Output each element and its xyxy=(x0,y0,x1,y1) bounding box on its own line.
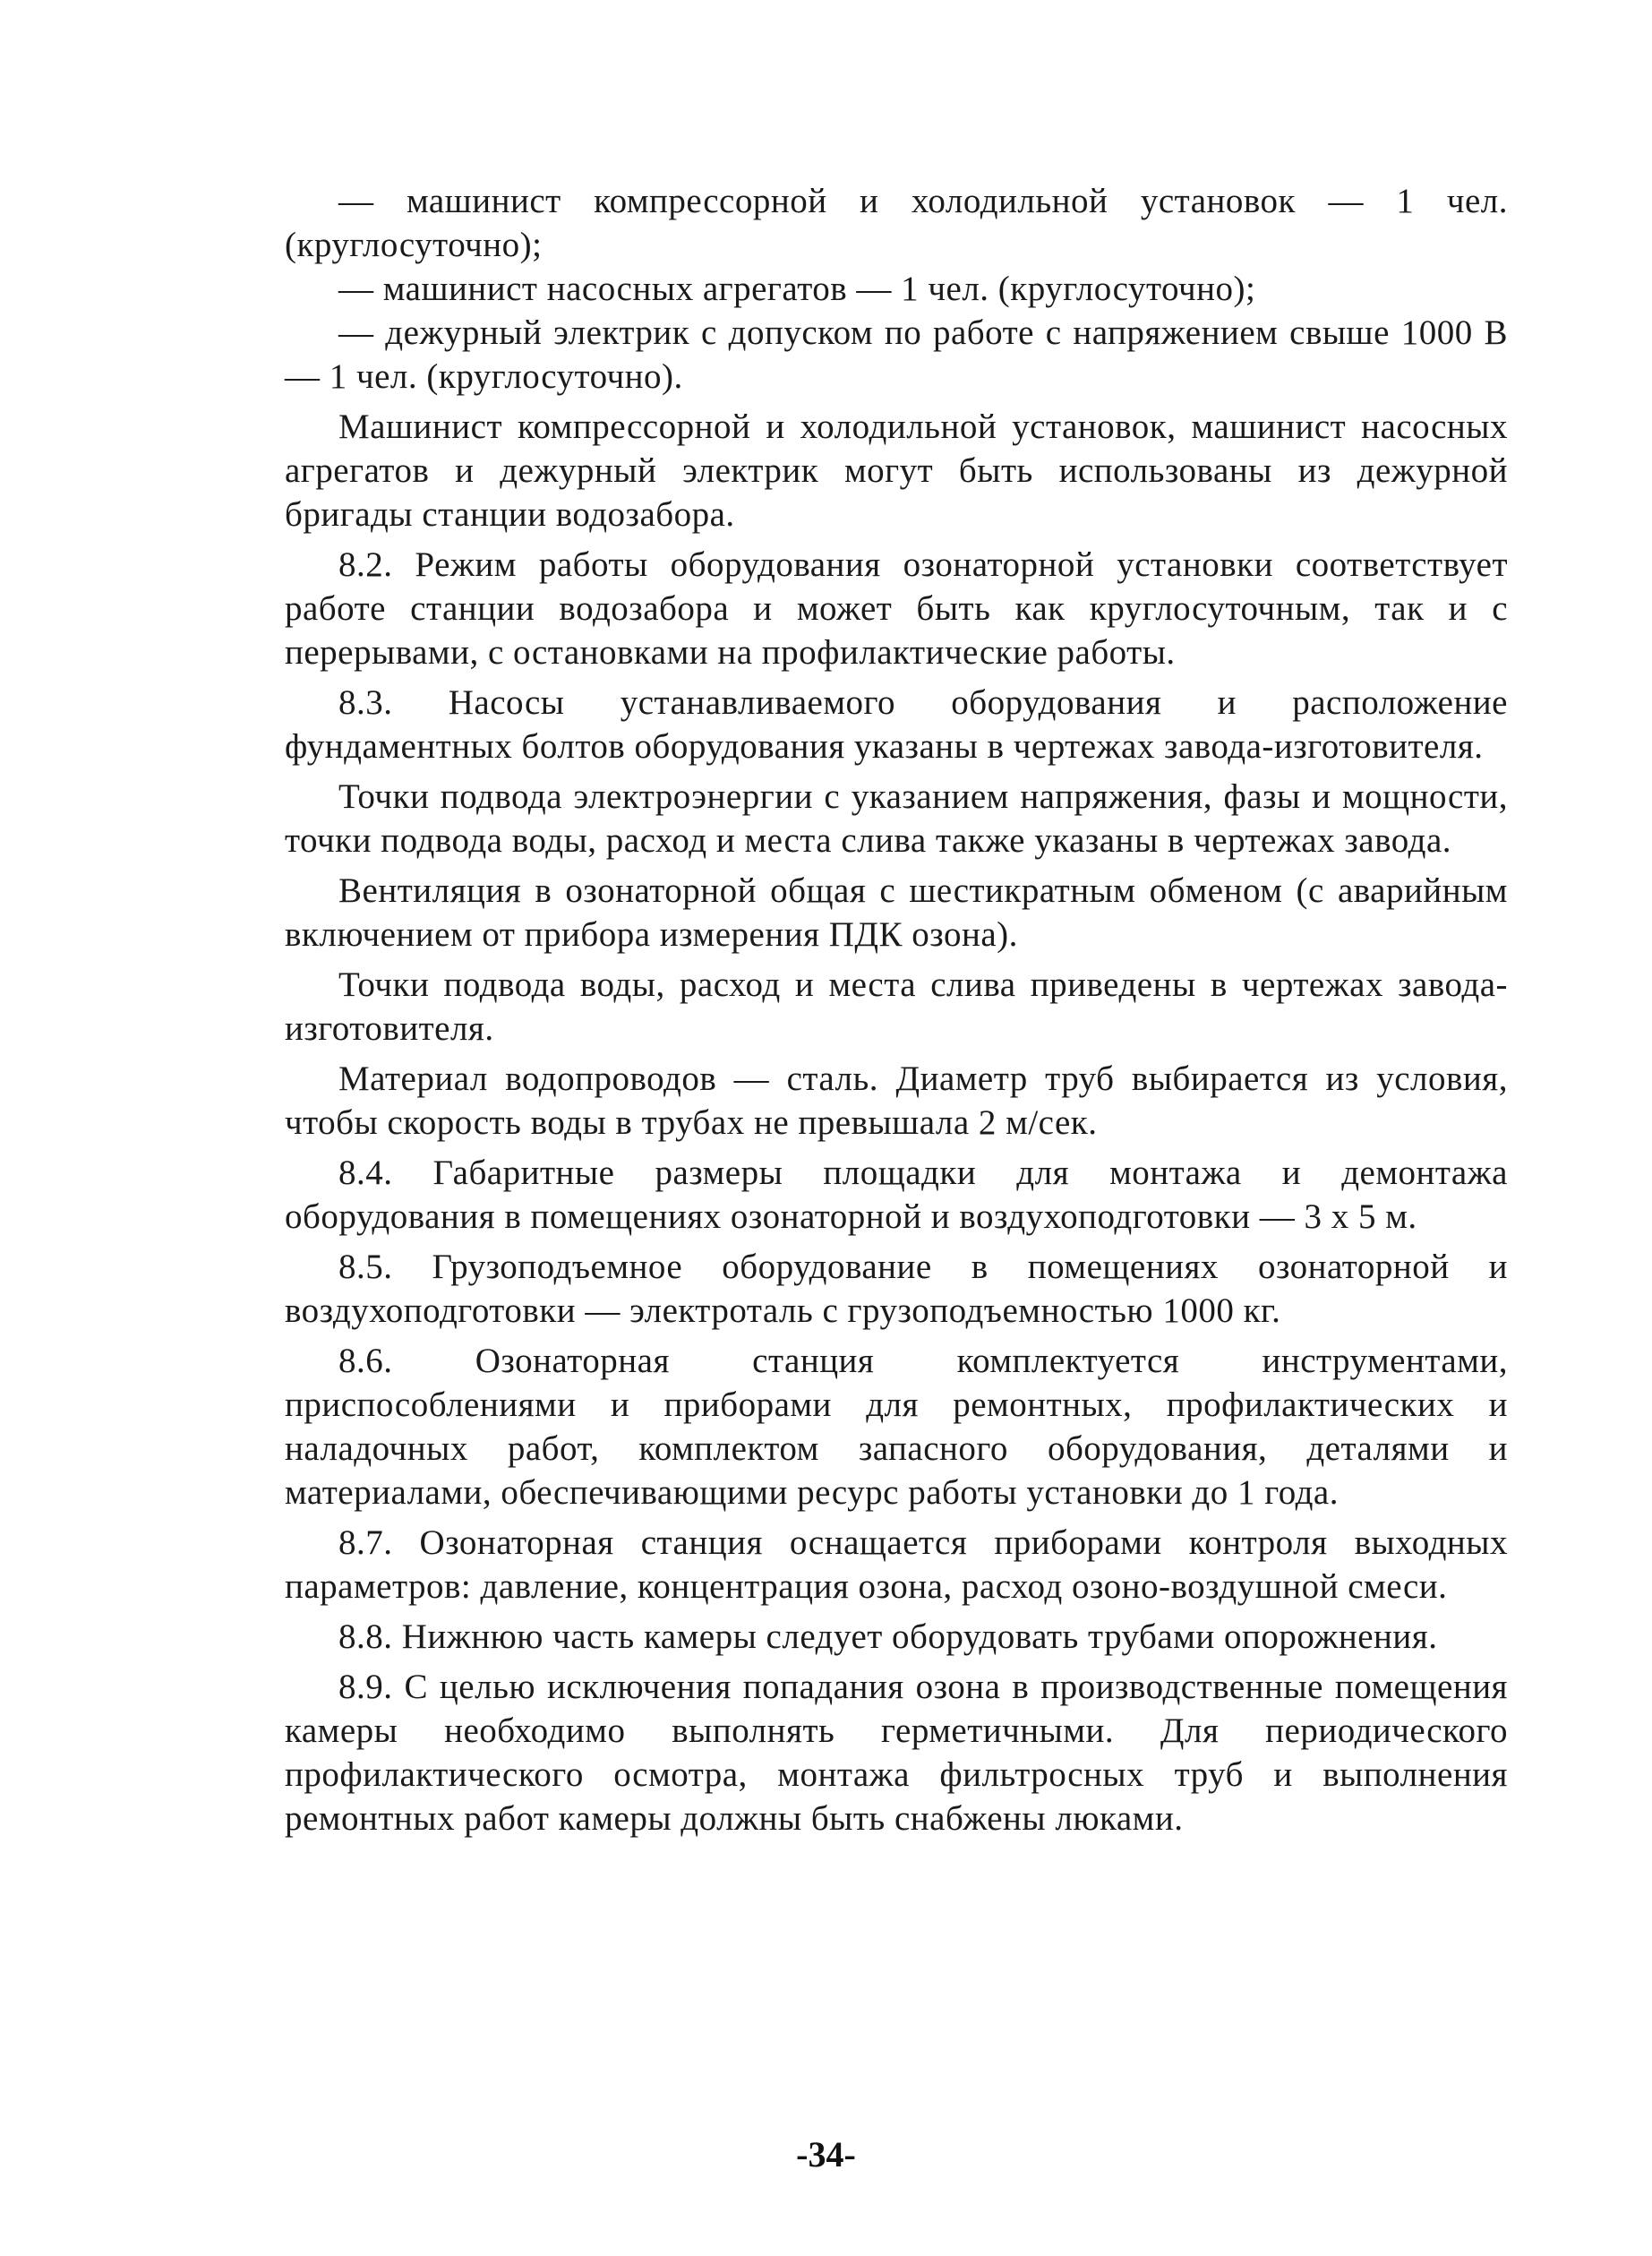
paragraph-8-2: 8.2. Режим работы оборудования озонаторной установки соответствует работе станции водозабора и может быть как круглосуточным, так и с перерывами, с остановками на профилактические работы. xyxy=(285,545,1508,672)
paragraph-water-supply: Точки подвода воды, расход и места слива приведены в чертежах завода-изготовителя. xyxy=(285,965,1508,1048)
document-body xyxy=(285,179,1508,1840)
paragraph-8-3: 8.3. Насосы устанавливаемого оборудования и расположение фундаментных болтов оборудования указаны в чертежах завода-изготовителя. xyxy=(285,683,1508,766)
paragraph-8-4: 8.4. Габаритные размеры площадки для монтажа и демонтажа оборудования в помещениях озонаторной и воздухоподготовки — 3 х 5 м. xyxy=(285,1154,1508,1236)
paragraph-8-8: 8.8. Нижнюю часть камеры следует оборудовать трубами опорожнения. xyxy=(338,1617,1438,1656)
paragraph-ventilation: Вентиляция в озонаторной общая с шестикратным обменом (с аварийным включением от прибора измерения ПДК озона). xyxy=(285,871,1508,954)
paragraph-staff-pump-operator: — машинист насосных агрегатов — 1 чел. (круглосуточно); xyxy=(338,270,1256,308)
paragraph-8-9: 8.9. С целью исключения попадания озона в производственные помещения камеры необходимо выполнять герметичными. Для периодического профилактического осмотра, монтажа фильтросных труб и выполнения ремонтных работ камеры должны быть снабжены люками. xyxy=(285,1668,1508,1838)
paragraph-pipe-material: Материал водопроводов — сталь. Диаметр труб выбирается из условия, чтобы скорость воды в трубах не превышала 2 м/сек. xyxy=(285,1059,1508,1142)
paragraph-power-supply: Точки подвода электроэнергии с указанием напряжения, фазы и мощности, точки подвода воды, расход и места слива также указаны в чертежах завода. xyxy=(285,777,1508,860)
paragraph-staff-electrician: — дежурный электрик с допуском по работе с напряжением свыше 1000 В — 1 чел. (круглосуточно). xyxy=(285,313,1508,396)
paragraph-staff-compressor-operator: — машинист компрессорной и холодильной установок — 1 чел. (круглосуточно); xyxy=(285,182,1508,264)
paragraph-8-5: 8.5. Грузоподъемное оборудование в помещениях озонаторной и воздухоподготовки — электроталь с грузоподъемностью 1000 кг. xyxy=(285,1248,1508,1330)
paragraph-8-7: 8.7. Озонаторная станция оснащается приборами контроля выходных параметров: давление, концентрация озона, расход озоно-воздушной смеси. xyxy=(285,1523,1508,1606)
paragraph-staff-note: Машинист компрессорной и холодильной установок, машинист насосных агрегатов и дежурный электрик могут быть использованы из дежурной бригады станции водозабора. xyxy=(285,407,1508,534)
paragraph-8-6: 8.6. Озонаторная станция комплектуется инструментами, приспособлениями и приборами для ремонтных, профилактических и наладочных работ, комплектом запасного оборудования, деталями и материалами, обеспечивающими ресурс работы установки до 1 года. xyxy=(285,1342,1508,1512)
page-number: -34- xyxy=(796,2134,856,2175)
